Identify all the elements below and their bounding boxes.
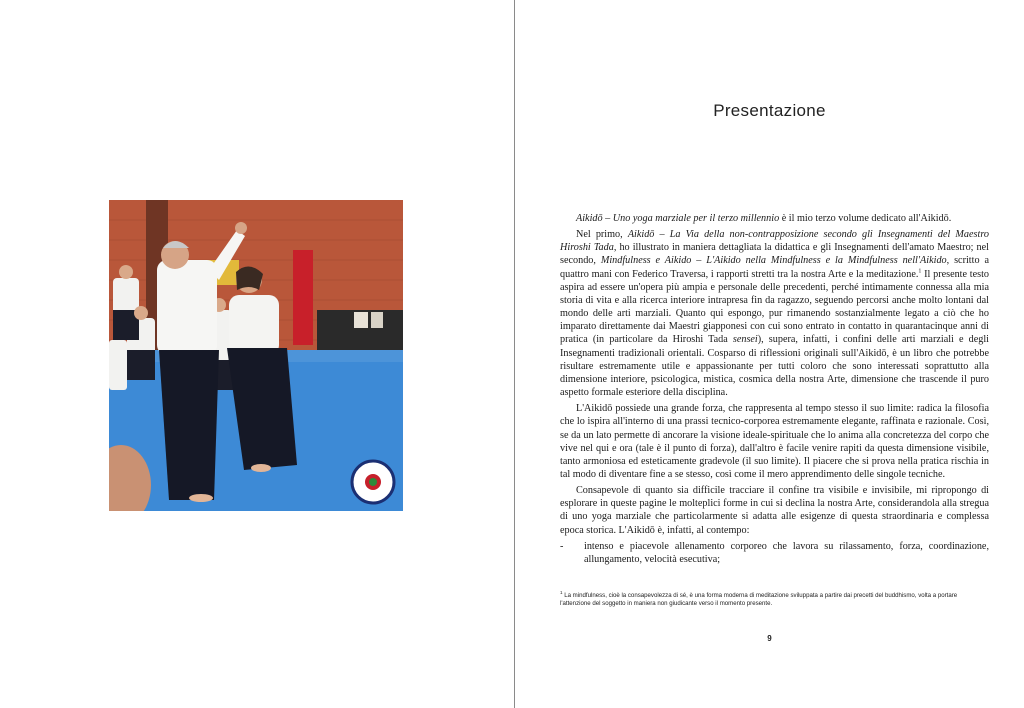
paragraph-text: Consapevole di quanto sia difficile tracciare il confine tra visibile e invisibile, mi ripropongo di esplorare in queste pagine le molteplici forme in cui si declina la nostra Arte, considerandola alla stregua di uno yoga marziale che particolarmente si adatta alle esigenze di questa straordinaria e complessa epoca storica. L'Aikidō è, infatti, al contempo: xyxy=(560,485,989,536)
paragraph xyxy=(560,228,989,399)
footnote xyxy=(560,589,989,608)
paragraph-text: Il presente testo aspira ad essere un'opera più ampia e personale delle precedenti, perché intimamente connessa alla mia storia di vita e alla ricerca interiore intrapresa fin da ragazzo, seguendo percorsi anche molto lontani dal mondo delle arti marziali. Quanto qui espongo, pur rimanendo sostanzialmente legato a ciò che ho imparato direttamente dai Maestri giapponesi con cui sono entrato in contatto in quarantacinque anni di pratica (in particolare da Hiroshi Tada xyxy=(560,268,990,346)
aikido-practice-photo xyxy=(109,200,403,511)
italic-text: sensei xyxy=(732,334,758,346)
page-number: 9 xyxy=(767,634,772,643)
footnote-text: La mindfulness, cioè la consapevolezza di sé, è una forma moderna di meditazione sviluppata a partire dai precetti del buddhismo, volta a portare l'attenzione del soggetto in maniera non giudicante verso il momento presente. xyxy=(560,592,958,608)
paragraph xyxy=(560,402,989,481)
right-page xyxy=(515,0,1024,708)
paragraph-text: , ho illustrato in maniera dettagliata la didattica e gli Insegnamenti dell'amato Maestro; nel secondo, xyxy=(560,242,989,267)
italic-text: Aikidō – Uno yoga marziale per il terzo millennio xyxy=(576,213,780,224)
body-text xyxy=(560,212,989,566)
paragraph xyxy=(560,212,989,225)
italic-text: Aikidō – La Via della non-contrapposizione secondo gli Insegnamenti del Maestro Hiroshi Tada xyxy=(560,229,989,254)
bullet-dash: - xyxy=(560,540,564,552)
italic-text: Mindfulness e Aikido – L'Aikido nella Mindfulness e la Mindfulness nell'Aikido xyxy=(600,255,947,267)
footnote-marker: 1 xyxy=(560,590,563,595)
paragraph-text: è il mio terzo volume dedicato all'Aikidō. xyxy=(779,213,952,224)
paragraph xyxy=(560,484,989,537)
paragraph-text: ), supera, infatti, i confini delle arti marziali e degli Insegnamenti tradizionali orientali. Cosparso di riflessioni originali sull'Aikidō, è un libro che potrebbe risultare estremamente utile e appassionante per tutti coloro che sono interessati soprattutto alla dimensione interiore, psicologica, mistica, cosmica della nostra Arte, dimensione che trascende il puro aspetto formale esteriore della disciplina. xyxy=(560,334,989,399)
paragraph-text: Nel primo, xyxy=(576,229,628,241)
paragraph-text: , scritto a quattro mani con Federico Traversa, i rapporti stretti tra la nostra Arte e la meditazione. xyxy=(560,255,989,280)
bullet-text: intenso e piacevole allenamento corporeo che lavora su rilassamento, forza, coordinazione, allungamento, velocità esecutiva; xyxy=(584,540,989,565)
bullet-item xyxy=(560,540,989,566)
paragraph-text: L'Aikidō possiede una grande forza, che rappresenta al tempo stesso il suo limite: radica la filosofia che lo ispira all'interno di una prassi tecnico-corporea estremamente elegante, raffinata e razionale. Così, se da un lato permette di ancorare la visione ideale-spirituale che lo anima alla concretezza del corpo che vive nel qui e ora (tale è il punto di forza), dall'altro è facile venire rapiti da questa dimensione visibile, tanto armoniosa ed esteticamente gradevole (il suo limite). Il piacere che si prova nella pratica rischia in tal modo di diventare fine a se stesso, così come il mero apprendimento delle singole tecniche. xyxy=(560,403,989,480)
chapter-title: Presentazione xyxy=(713,101,826,120)
footnote-ref: 1 xyxy=(918,268,922,275)
